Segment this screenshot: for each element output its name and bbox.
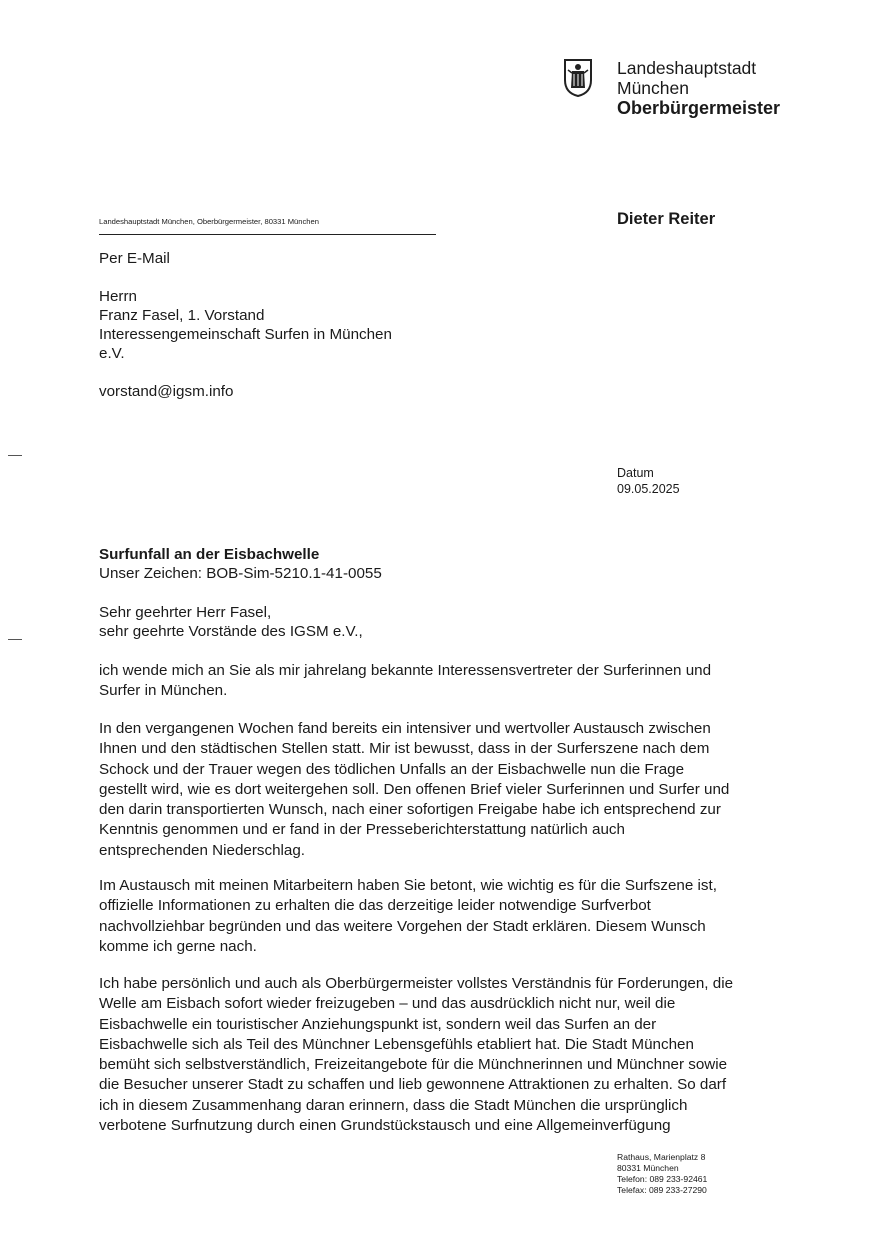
body-line: den darin transportierten Wunsch, nach einer sofortigen Freigabe habe ich entsprechend zur <box>99 801 721 819</box>
greeting-line1: Sehr geehrter Herr Fasel, <box>99 604 272 621</box>
greeting <box>99 603 363 641</box>
body-line: nachvollziehbar begründen und das weitere Vorgehen der Stadt erklären. Diesem Wunsch <box>99 917 706 935</box>
body-line: entsprechenden Niederschlag. <box>99 841 306 859</box>
recipient-org-line2: e.V. <box>99 345 125 362</box>
footer-contact <box>617 1152 707 1196</box>
footer-fax: Telefax: 089 233-27290 <box>617 1185 707 1195</box>
sender-return-line: Landeshauptstadt München, Oberbürgermeister, 80331 München <box>99 217 319 226</box>
recipient-name: Franz Fasel, 1. Vorstand <box>99 307 265 324</box>
org-office: Oberbürgermeister <box>617 98 781 118</box>
org-name-line2: München <box>617 78 689 98</box>
body-line: Surfer in München. <box>99 682 228 700</box>
sender-divider <box>99 234 436 235</box>
subject-block <box>99 545 382 583</box>
date-value: 09.05.2025 <box>617 481 680 496</box>
org-name-line1: Landeshauptstadt <box>617 58 757 78</box>
delivery-method: Per E-Mail <box>99 250 170 267</box>
body-line: ich in diesem Zusammenhang daran erinnern, dass die Stadt München die ursprünglich <box>99 1096 688 1114</box>
body-line: Eisbachwelle sich als Teil des Münchner Lebensgefühls etabliert hat. Die Stadt München <box>99 1035 694 1053</box>
body-line: gestellt wird, wie es dort weitergehen soll. Den offenen Brief vieler Surferinnen und Surfer und <box>99 780 730 798</box>
punch-mark <box>8 639 22 640</box>
footer-address: Rathaus, Marienplatz 8 <box>617 1152 706 1162</box>
body-line: bemüht sich selbstverständlich, Freizeitangebote für die Münchnerinnen und Münchner sowie <box>99 1056 728 1074</box>
body-line: Schock und der Trauer wegen des tödlichen Unfalls an der Eisbachwelle nun die Frage <box>99 760 685 778</box>
body-line: Ich habe persönlich und auch als Oberbürgermeister vollstes Verständnis für Forderungen, die <box>99 975 734 992</box>
munich-coat-of-arms-icon <box>563 58 593 98</box>
author-name: Dieter Reiter <box>617 210 716 228</box>
letterhead-org <box>617 58 780 118</box>
body-paragraph-1 <box>99 661 799 702</box>
date-block <box>617 466 680 497</box>
footer-phone: Telefon: 089 233-92461 <box>617 1174 708 1184</box>
recipient-address <box>99 287 392 363</box>
body-line: komme ich gerne nach. <box>99 937 257 955</box>
body-line: Kenntnis genommen und er fand in der Presseberichterstattung natürlich auch <box>99 821 625 839</box>
subject-title: Surfunfall an der Eisbachwelle <box>99 546 320 563</box>
body-line: verbotene Surfnutzung durch einen Grundstückstausch und eine Allgemeinverfügung <box>99 1117 671 1135</box>
fold-mark <box>8 455 22 456</box>
footer-city: 80331 München <box>617 1163 679 1173</box>
body-paragraph-4 <box>99 974 799 1136</box>
date-label: Datum <box>617 466 654 480</box>
recipient-email: vorstand@igsm.info <box>99 383 234 400</box>
recipient-org-line1: Interessengemeinschaft Surfen in München <box>99 326 392 343</box>
recipient-salutation: Herrn <box>99 288 137 305</box>
body-line: offizielle Informationen zu erhalten die das derzeitige leider notwendige Surfverbot <box>99 897 651 915</box>
greeting-line2: sehr geehrte Vorstände des IGSM e.V., <box>99 623 363 640</box>
body-line: die Besucher unserer Stadt zu schaffen und lieb gewonnene Attraktionen zu erhalten. So darf <box>99 1076 727 1094</box>
body-paragraph-3 <box>99 876 799 957</box>
body-line: In den vergangenen Wochen fand bereits ein intensiver und wertvoller Austausch zwischen <box>99 720 711 737</box>
body-paragraph-2 <box>99 719 799 861</box>
body-line: Welle am Eisbach sofort wieder freizugeben – und das ausdrücklich nicht nur, weil die <box>99 995 676 1013</box>
body-line: Eisbachwelle ein touristischer Anziehungspunkt ist, sondern weil das Surfen an der <box>99 1015 657 1033</box>
body-line: Ihnen und den städtischen Stellen statt. Mir ist bewusst, dass in der Surferszene nach dem <box>99 740 710 758</box>
body-line: Im Austausch mit meinen Mitarbeitern haben Sie betont, wie wichtig es für die Surfszene ist, <box>99 877 717 894</box>
subject-reference: Unser Zeichen: BOB-Sim-5210.1-41-0055 <box>99 565 382 582</box>
body-line: ich wende mich an Sie als mir jahrelang bekannte Interessensvertreter der Surferinnen und <box>99 662 712 679</box>
